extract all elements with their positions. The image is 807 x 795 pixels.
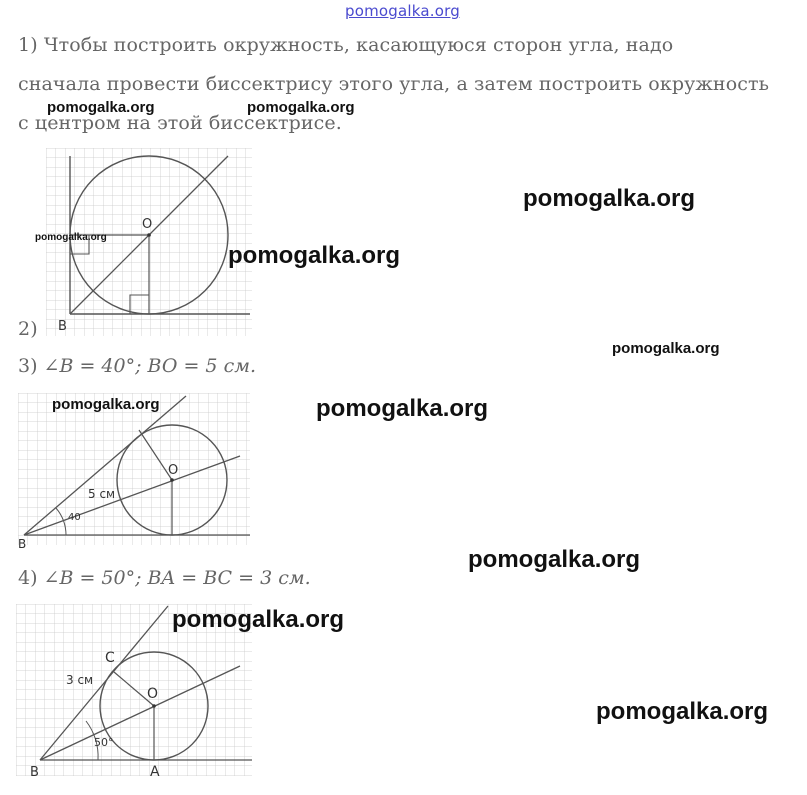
watermark: pomogalka.org [612,340,720,357]
watermark: pomogalka.org [228,242,401,269]
item-4-formula: ∠B = 50°; BA = BC = 3 см. [43,567,311,589]
watermark: pomogalka.org [316,395,489,422]
item-4-number: 4) [18,567,44,589]
figure-3-c-label: C [105,650,115,666]
watermark: pomogalka.org [596,698,769,725]
watermark: pomogalka.org [247,99,355,116]
figure-3-angle-label: 50° [94,736,114,749]
watermark: pomogalka.org [35,232,107,243]
paragraph-1-line-3: с центром на этой биссектрисе. [18,112,342,134]
figure-3-a-label: A [150,764,160,780]
watermark: pomogalka.org [523,185,696,212]
figure-2-center-point [170,478,174,482]
watermark: pomogalka.org [47,99,155,116]
figure-2-length-label: 5 см [88,487,116,501]
figure-3-center-label: O [147,686,159,702]
figure-1-center-label: O [142,217,153,232]
site-header-link[interactable]: pomogalka.org [345,2,460,20]
figure-3-vertex-label: B [30,765,39,780]
figure-1-vertex-label: B [58,319,67,334]
figure-2-angle-label: 40 [68,512,81,523]
watermark: pomogalka.org [468,546,641,573]
figure-1-center-point [147,233,151,237]
item-2-label: 2) [18,318,38,340]
figure-3-center-point [152,704,156,708]
paragraph-1-line-1: 1) Чтобы построить окружность, касающуюся сторон угла, надо [18,34,674,56]
figure-2-center-label: O [168,463,179,478]
figure-2-vertex-label: B [18,537,27,549]
item-3-formula: ∠B = 40°; BO = 5 см. [43,355,256,377]
watermark: pomogalka.org [172,606,345,633]
paragraph-1-line-2: сначала провести биссектрису этого угла, а затем построить окружность [18,73,770,95]
figure-2-angle-40 [18,393,250,549]
watermark: pomogalka.org [52,396,160,413]
figure-3-length-label: 3 см [66,673,94,687]
item-4-statement [18,567,311,589]
figure-2-grid [18,393,250,545]
item-3-statement [18,355,256,377]
item-3-number: 3) [18,355,44,377]
